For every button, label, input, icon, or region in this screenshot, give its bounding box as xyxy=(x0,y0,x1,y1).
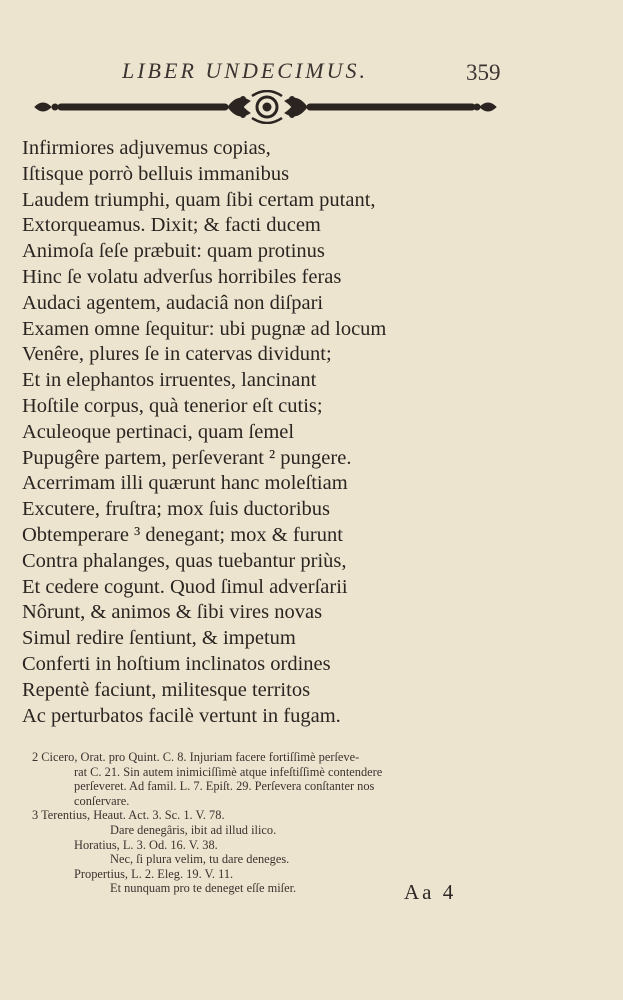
verse-line: Audaci agentem, audaciâ non diſpari xyxy=(22,291,324,314)
signature-mark: Aa 4 xyxy=(404,880,457,904)
verse-line: Nôrunt, & animos & ſibi vires novas xyxy=(22,601,323,624)
footnote-line: Propertius, L. 2. Eleg. 19. V. 11. xyxy=(74,866,234,881)
verse-line: Excutere, fruſtra; mox ſuis ductoribus xyxy=(22,498,330,521)
verse-line: Repentè faciunt, militesque territos xyxy=(22,678,311,701)
verse-text xyxy=(22,136,482,729)
verse-line: Infirmiores adjuvemus copias, xyxy=(22,137,271,159)
footnote-quote: Nec, ſi plura velim, tu dare deneges. xyxy=(110,852,290,867)
verse-line: Hoſtile corpus, quà tenerior eſt cutis; xyxy=(22,394,323,417)
verse-line: Simul redire ſentiunt, & impetum xyxy=(22,627,296,650)
verse-line: Iſtisque porrò belluis immanibus xyxy=(22,162,290,185)
verse-line: Contra phalanges, quas tuebantur priùs, xyxy=(22,549,347,572)
verse-line: Obtemperare ³ denegant; mox & furunt xyxy=(22,523,343,546)
footnote-line: conſervare. xyxy=(74,793,130,808)
footnote-quote: Dare denegâris, ibit ad illud ilico. xyxy=(110,822,277,837)
verse-line: Et cedere cogunt. Quod ſimul adverſarii xyxy=(22,575,348,598)
page-number: 359 xyxy=(466,60,501,85)
verse-line: Animoſa ſeſe præbuit: quam protinus xyxy=(22,240,325,263)
footnote-line: Horatius, L. 3. Od. 16. V. 38. xyxy=(74,837,218,852)
verse-line: Conferti in hoſtium inclinatos ordines xyxy=(22,652,331,675)
verse-line: Aculeoque pertinaci, quam ſemel xyxy=(22,420,295,443)
verse-line: Venêre, plures ſe in catervas dividunt; xyxy=(22,343,332,366)
footnote-line: perſeveret. Ad famil. L. 7. Epiſt. 29. Perſevera conſtanter nos xyxy=(74,779,375,794)
footnote-line: 2 Cicero, Orat. pro Quint. C. 8. Injuriam facere fortiſſimè perſeve- xyxy=(32,750,360,764)
running-title: LIBER UNDECIMUS. xyxy=(122,58,368,83)
decorative-rule-ornament xyxy=(30,90,505,124)
page-header xyxy=(0,58,623,88)
verse-line: Laudem triumphi, quam ſibi certam putant, xyxy=(22,188,376,211)
footnote-quote: Et nunquam pro te deneget eſſe miſer. xyxy=(110,881,297,896)
footnotes xyxy=(32,750,542,896)
verse-line: Et in elephantos irruentes, lancinant xyxy=(22,369,317,392)
verse-line: Acerrimam illi quærunt hanc moleſtiam xyxy=(22,472,348,495)
verse-line: Pupugêre partem, perſeverant ² pungere. xyxy=(22,446,352,469)
verse-line: Extorqueamus. Dixit; & facti ducem xyxy=(22,214,321,237)
verse-line: Ac perturbatos facilè vertunt in fugam. xyxy=(22,704,341,727)
footnote-line: rat C. 21. Sin autem inimiciſſimè atque infeſtiſſimè contendere xyxy=(74,764,383,779)
footnote-line: 3 Terentius, Heaut. Act. 3. Sc. 1. V. 78. xyxy=(32,808,225,823)
verse-line: Hinc ſe volatu adverſus horribiles feras xyxy=(22,265,342,288)
verse-line: Examen omne ſequitur: ubi pugnæ ad locum xyxy=(22,317,387,340)
